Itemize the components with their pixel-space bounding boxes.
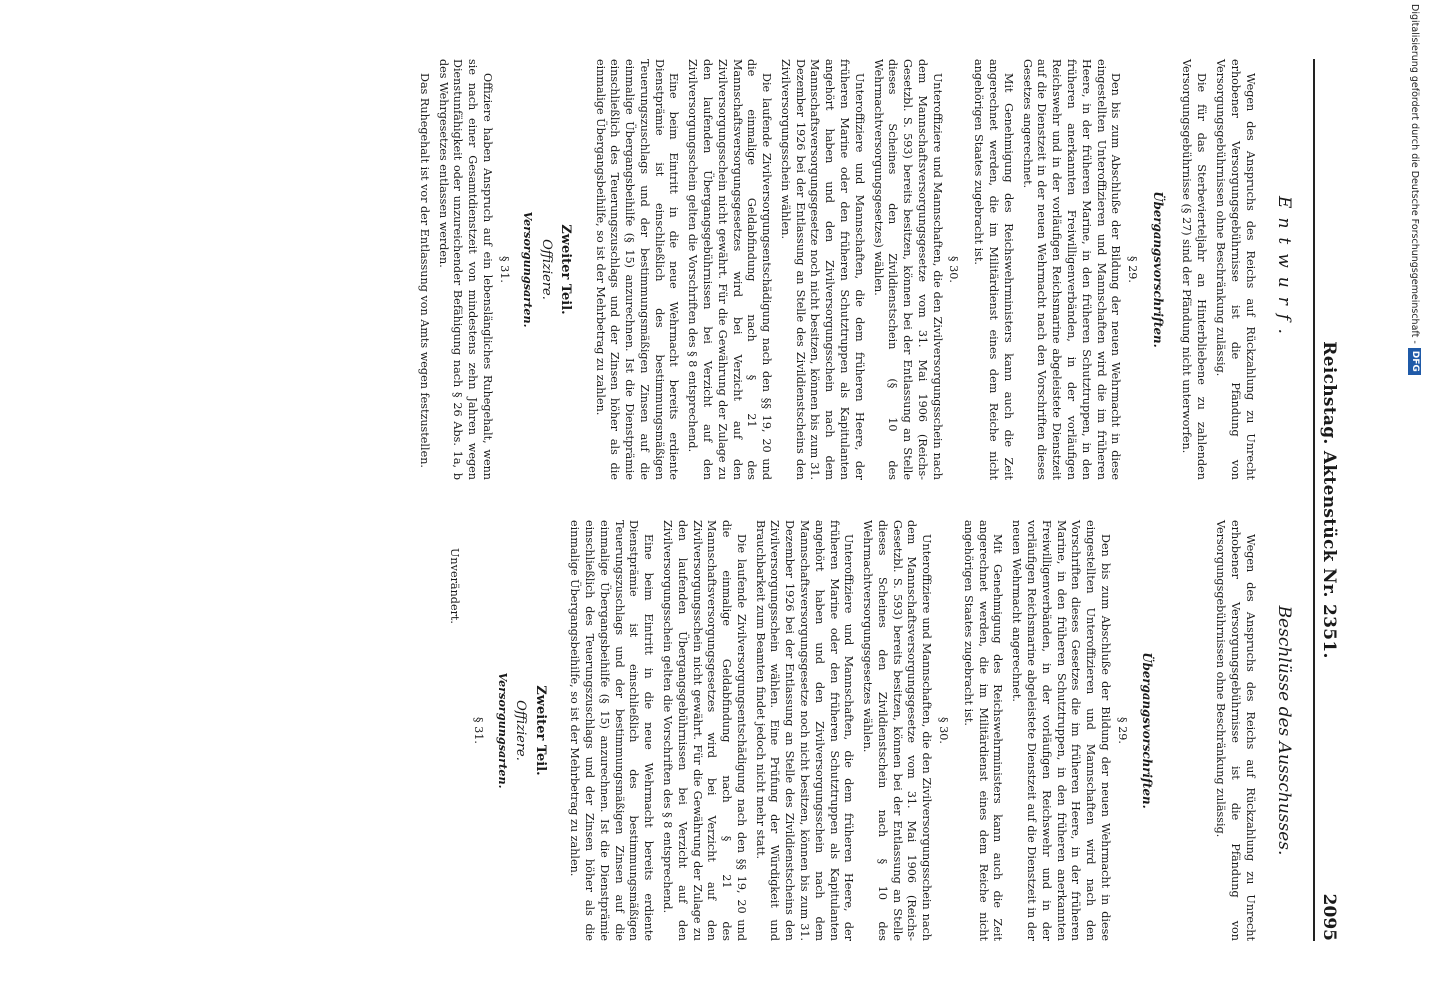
section-heading: Übergangsvorschriften. bbox=[1150, 191, 1165, 348]
paragraph: Das Ruhegehalt ist vor der Entlassung von Amts wegen festzustellen. bbox=[417, 73, 431, 468]
paragraph-number: § 30. bbox=[937, 717, 951, 744]
part-title: Zweiter Teil. bbox=[557, 224, 573, 315]
paragraph: Eine beim Eintritt in die neue Wehrmacht bereits erdiente Dienstprämie ist einschließlich des bestimmungsmäßigen Teuerungszuschlags und der bestimmungsmäßigen Zinsen auf die einmalige Übergangsbeihilfe (§ 15) anzurechnen. Ist die Dienstprämie einschließlich des Teuerungszuschlags und der Zinsen höher als die einmalige Übergangsbeihilfe, so ist der Mehrbetrag zu zahlen. bbox=[568, 520, 656, 941]
paragraph: Mit Genehmigung des Reichswehrministers kann auch die Zeit angerechnet werden, die im Militärdienst eines dem Reiche nicht angehörigen Staates zugebracht ist. bbox=[961, 520, 1005, 941]
paragraph: Die laufende Zivilversorgungsentschädigung nach den §§ 19, 20 und die einmalige Geldabfindung nach § 21 des Mannschaftsversorgungsgesetzes wird bei Verzicht auf den Zivilversorgungsschein nicht gewährt. Für die Gewährung der Zulage zu den laufenden Übergangsgebührnissen bei Verzicht auf den Zivilversorgungsschein gelten die Vorschriften des § 8 entsprechend. bbox=[661, 520, 748, 941]
dfg-logo: DFG bbox=[1409, 348, 1422, 375]
paragraph: Unteroffiziere und Mannschaften, die dem früheren Heere, der früheren Marine oder den früheren Schutztruppen als Kapitulanten angehört haben und den Zivilversorgungsschein nach dem Mannschaftsversorgungsgesetze noch nicht besitzen, können bis zum 31. Dezember 1926 bei der Entlassung an Stelle des Zivildienstscheins den Zivilversorgungsschein wählen. Eine Prüfung der Würdigkeit und Brauchbarkeit zum Beamten findet jedoch nicht mehr statt. bbox=[753, 520, 856, 941]
paragraph: Offiziere haben Anspruch auf ein lebenslängliches Ruhegehalt, wenn sie nach einer Gesamtdienstzeit von mindestens zehn Jahren wegen Dienstunfähigkeit oder unzureichender Befähigung nach § 26 Abs. 1a, b des Wehrgesetzes entlassen werden. bbox=[436, 59, 494, 480]
paragraph: Eine beim Eintritt in die neue Wehrmacht bereits erdiente Dienstprämie ist einschließlich des bestimmungsmäßigen Teuerungszuschlags und der bestimmungsmäßigen Zinsen auf die einmalige Übergangsbeihilfe (§ 15) anzurechnen. Ist die Dienstprämie einschließlich des Teuerungszuschlags und der Zinsen höher als die einmalige Übergangsbeihilfe, so ist der Mehrbetrag zu zahlen. bbox=[593, 59, 681, 480]
running-title: Reichstag. Aktenstück Nr. 2351. bbox=[1319, 341, 1339, 659]
paragraph-number: § 29. bbox=[1115, 717, 1129, 744]
draft-column-title: Entwurf. bbox=[1274, 196, 1294, 343]
paragraph-number: § 31. bbox=[472, 717, 486, 744]
part-heading: Versorgungsarten. bbox=[521, 211, 536, 328]
committee-column bbox=[412, 520, 1299, 941]
paragraph: Wegen des Anspruchs des Reichs auf Rückzahlung zu Unrecht erhobener Versorgungsgebührnisse ist die Pfändung von Versorgungsgebührnissen ohne Beschränkung zulässig. bbox=[1214, 520, 1257, 941]
paragraph: Die laufende Zivilversorgungsentschädigung nach den §§ 19, 20 und die einmalige Geldabfindung nach § 21 des Mannschaftsversorgungsgesetzes wird bei Verzicht auf den Zivilversorgungsschein nicht gewährt. Für die Gewährung der Zulage zu den laufenden Übergangsgebührnissen bei Verzicht auf den Zivilversorgungsschein gelten die Vorschriften des § 8 entsprechend. bbox=[686, 59, 774, 480]
paragraph: Die für das Sterbevierteljahr an Hinterbliebene zu zahlenden Versorgungsgebührnisse (§ 27) sind der Pfändung nicht unterworfen. bbox=[1180, 59, 1209, 480]
paragraph: Unteroffiziere und Mannschaften, die den Zivilversorgungsschein nach dem Mannschaftsversorgungsgesetze vom 31. Mai 1906 (Reichs-Gesetzbl. S. 593) bereits besitzen, können bei der Entlassung an Stelle dieses Scheines den Zivildienstschein nach § 10 des Wehrmachtversorgungsgesetzes wählen. bbox=[861, 520, 934, 941]
paragraph: Wegen des Anspruchs des Reichs auf Rückzahlung zu Unrecht erhobener Versorgungsgebührnisse ist die Pfändung von Versorgungsgebührnissen ohne Beschränkung zulässig. bbox=[1214, 59, 1257, 480]
unchanged-note: Unverändert. bbox=[447, 548, 461, 624]
part-subtitle: Offiziere. bbox=[513, 700, 529, 761]
credit-text: Digitalisierung gefördert durch die Deutsche Forschungsgemeinschaft - bbox=[1409, 4, 1421, 344]
paragraph-number: § 31. bbox=[497, 256, 511, 283]
paragraph: Unteroffiziere und Mannschaften, die dem früheren Heere, der früheren Marine oder den früheren Schutztruppen als Kapitulanten angehört haben und den Zivilversorgungsschein nach dem Mannschaftsversorgungsgesetze noch nicht besitzen, können bis zum 31. Dezember 1926 bei der Entlassung an Stelle des Zivildienstscheins den Zivilversorgungsschein wählen. bbox=[778, 59, 866, 480]
section-heading: Übergangsvorschriften. bbox=[1140, 652, 1155, 809]
digitization-credit bbox=[1408, 4, 1422, 394]
paragraph: Den bis zum Abschluße der Bildung der neuen Wehrmacht in diese eingestellten Unteroffizieren und Mannschaften wird nach den Vorschriften dieses Gesetzes die im früheren Heere, in der früheren Marine, in den früheren Schutztruppen, in den früheren anerkannten Freiwilligenverbänden, in der vorläufigen Reichswehr und in der vorläufigen Reichsmarine abgeleistete Dienstzeit auf die Dienstzeit in der neuen Wehrmacht angerechnet. bbox=[1010, 520, 1112, 941]
part-heading: Versorgungsarten. bbox=[496, 672, 511, 789]
paragraph: Unteroffiziere und Mannschaften, die den Zivilversorgungsschein nach dem Mannschaftsversorgungsgesetze vom 31. Mai 1906 (Reichs-Gesetzbl. S. 593) bereits besitzen, können bei der Entlassung an Stelle dieses Scheines den Zivildienstschein (§ 10 des Wehrmachtversorgungsgesetzes) wählen. bbox=[871, 59, 944, 480]
paragraph-number: § 29. bbox=[1126, 256, 1140, 283]
part-subtitle: Offiziere. bbox=[538, 239, 554, 300]
page-header bbox=[1313, 59, 1365, 941]
committee-column-title: Beschlüsse des Ausschusses. bbox=[1274, 605, 1294, 856]
paragraph: Mit Genehmigung des Reichswehrministers kann auch die Zeit angerechnet werden, die im Militärdienst eines dem Reiche nicht angehörigen Staates zugebracht ist. bbox=[972, 59, 1015, 480]
part-title: Zweiter Teil. bbox=[532, 685, 548, 776]
paragraph: Den bis zum Abschluße der Bildung der neuen Wehrmacht in diese eingestellten Unteroffizieren und Mannschaften wird die im früheren Heere, in der früheren Marine, in den früheren Schutztruppen, in den früheren anerkannten Freiwilligenverbänden, in der vorläufigen Reichswehr und in der vorläufigen Reichsmarine abgeleistete Dienstzeit auf die Dienstzeit in der neuen Wehrmacht nach den Vorschriften dieses Gesetzes angerechnet. bbox=[1020, 59, 1123, 480]
two-column-body bbox=[412, 59, 1299, 941]
page-number: 2095 bbox=[1319, 893, 1339, 941]
paragraph-number: § 30. bbox=[947, 256, 961, 283]
rotated-page bbox=[65, 35, 1395, 965]
draft-column bbox=[412, 59, 1299, 480]
